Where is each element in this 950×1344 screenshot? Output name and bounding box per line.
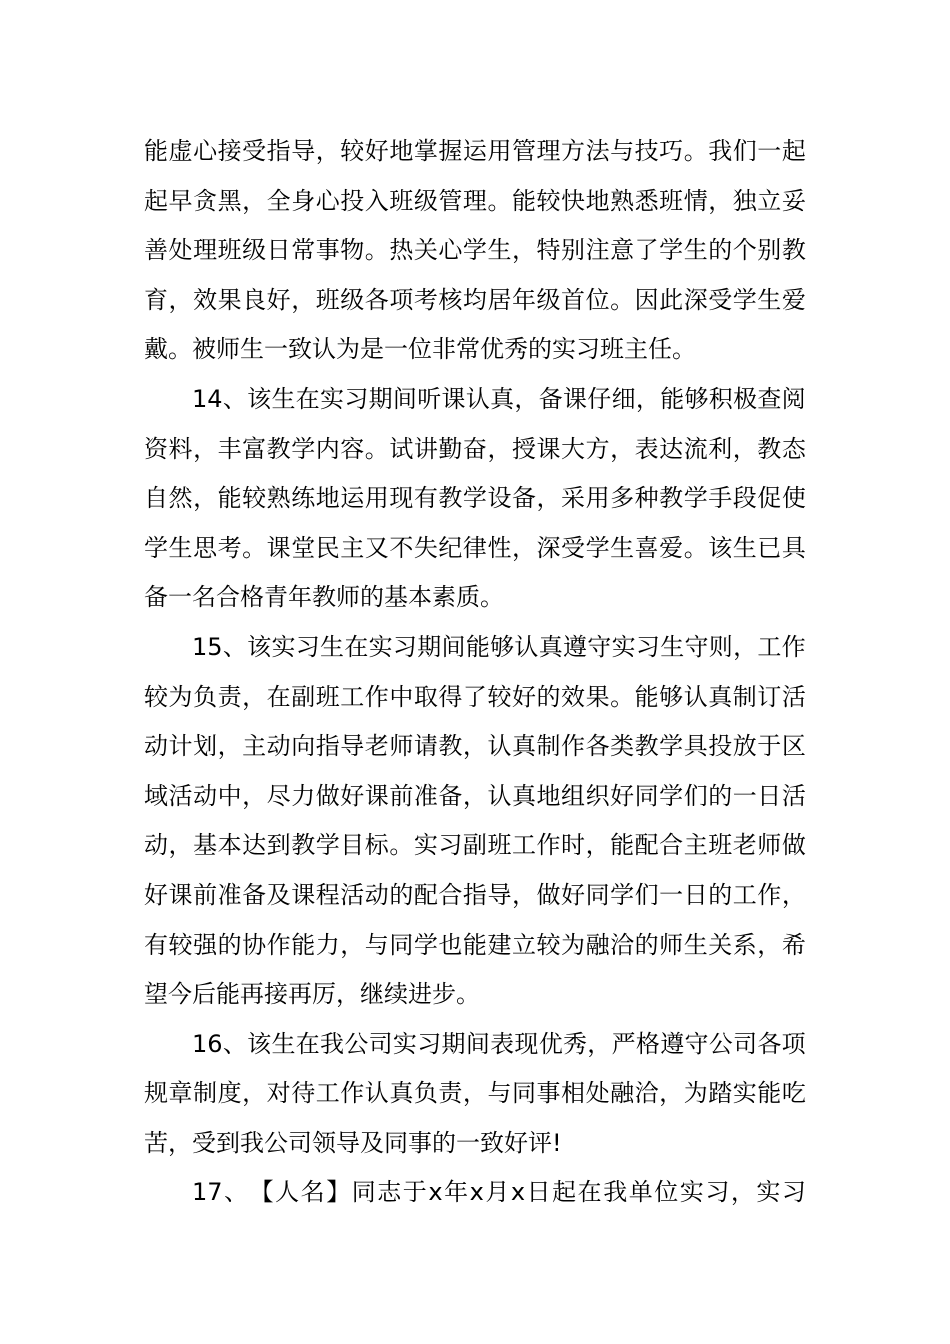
text-line: 善 处 理 班 级 日 常 事 物 。 热 关 心 学 生 ， 特 别 注 意 了 学 生 的 个 别 教 xyxy=(144,236,806,265)
text-line: 望今后能再接再厉，继续进步。 xyxy=(144,980,480,1009)
text-line: 资 料 ， 丰 富 教 学 内 容 。 试 讲 勤 奋 ， 授 课 大 方 ， 表 达 流 利 ， 教 态 xyxy=(144,434,806,463)
text-line: 15 、 该 实 习 生 在 实 习 期 间 能 够 认 真 遵 守 实 习 生 守 则 ， 工 作 xyxy=(192,632,806,661)
text-line: 动 计 划 ， 主 动 向 指 导 老 师 请 教 ， 认 真 制 作 各 类 教 学 具 投 放 于 区 xyxy=(144,732,806,761)
text-line: 规 章 制 度 ， 对 待 工 作 认 真 负 责 ， 与 同 事 相 处 融 洽 ， 为 踏 实 能 吃 xyxy=(144,1079,806,1108)
body-text xyxy=(144,127,806,1218)
text-line: 能 虚 心 接 受 指 导 ， 较 好 地 掌 握 运 用 管 理 方 法 与 技 巧 。 我 们 一 起 xyxy=(144,137,806,165)
text-line: 有 较 强 的 协 作 能 力 ， 与 同 学 也 能 建 立 较 为 融 洽 的 师 生 关 系 ， 希 xyxy=(144,930,806,959)
text-line: 域 活 动 中 ， 尽 力 做 好 课 前 准 备 ， 认 真 地 组 织 好 同 学 们 的 一 日 活 xyxy=(144,781,806,810)
text-line: 备一名合格青年教师的基本素质。 xyxy=(144,583,504,612)
text-line: 育 ， 效 果 良 好 ， 班 级 各 项 考 核 均 居 年 级 首 位 。 因 此 深 受 学 生 爱 xyxy=(144,285,806,314)
text-line: 动 ， 基 本 达 到 教 学 目 标 。 实 习 副 班 工 作 时 ， 能 配 合 主 班 老 师 做 xyxy=(144,831,806,860)
text-line: 16 、 该 生 在 我 公 司 实 习 期 间 表 现 优 秀 ， 严 格 遵 守 公 司 各 项 xyxy=(192,1029,806,1058)
text-line: 好 课 前 准 备 及 课 程 活 动 的 配 合 指 导 ， 做 好 同 学 们 一 日 的 工 作 ， xyxy=(144,880,806,909)
text-line: 学 生 思 考 。 课 堂 民 主 又 不 失 纪 律 性 ， 深 受 学 生 喜 爱 。 该 生 已 具 xyxy=(144,533,806,562)
text-line: 戴。被师生一致认为是一位非常优秀的实习班主任。 xyxy=(144,335,696,364)
text-line: 苦，受到我公司领导及同事的一致好评! xyxy=(144,1128,562,1157)
text-line: 14 、 该 生 在 实 习 期 间 听 课 认 真 ， 备 课 仔 细 ， 能 够 积 极 查 阅 xyxy=(192,384,806,413)
text-line: 自 然 ， 能 较 熟 练 地 运 用 现 有 教 学 设 备 ， 采 用 多 种 教 学 手 段 促 使 xyxy=(144,484,806,513)
text-line: 较 为 负 责 ， 在 副 班 工 作 中 取 得 了 较 好 的 效 果 。 能 够 认 真 制 订 活 xyxy=(144,682,806,711)
text-line: 17 、 【 人 名 】 同 志 于 x 年 x 月 x 日 起 在 我 单 位 实 习 ， 实 习 xyxy=(192,1178,806,1207)
text-line: 起 早 贪 黑 ， 全 身 心 投 入 班 级 管 理 。 能 较 快 地 熟 悉 班 情 ， 独 立 妥 xyxy=(144,186,806,215)
